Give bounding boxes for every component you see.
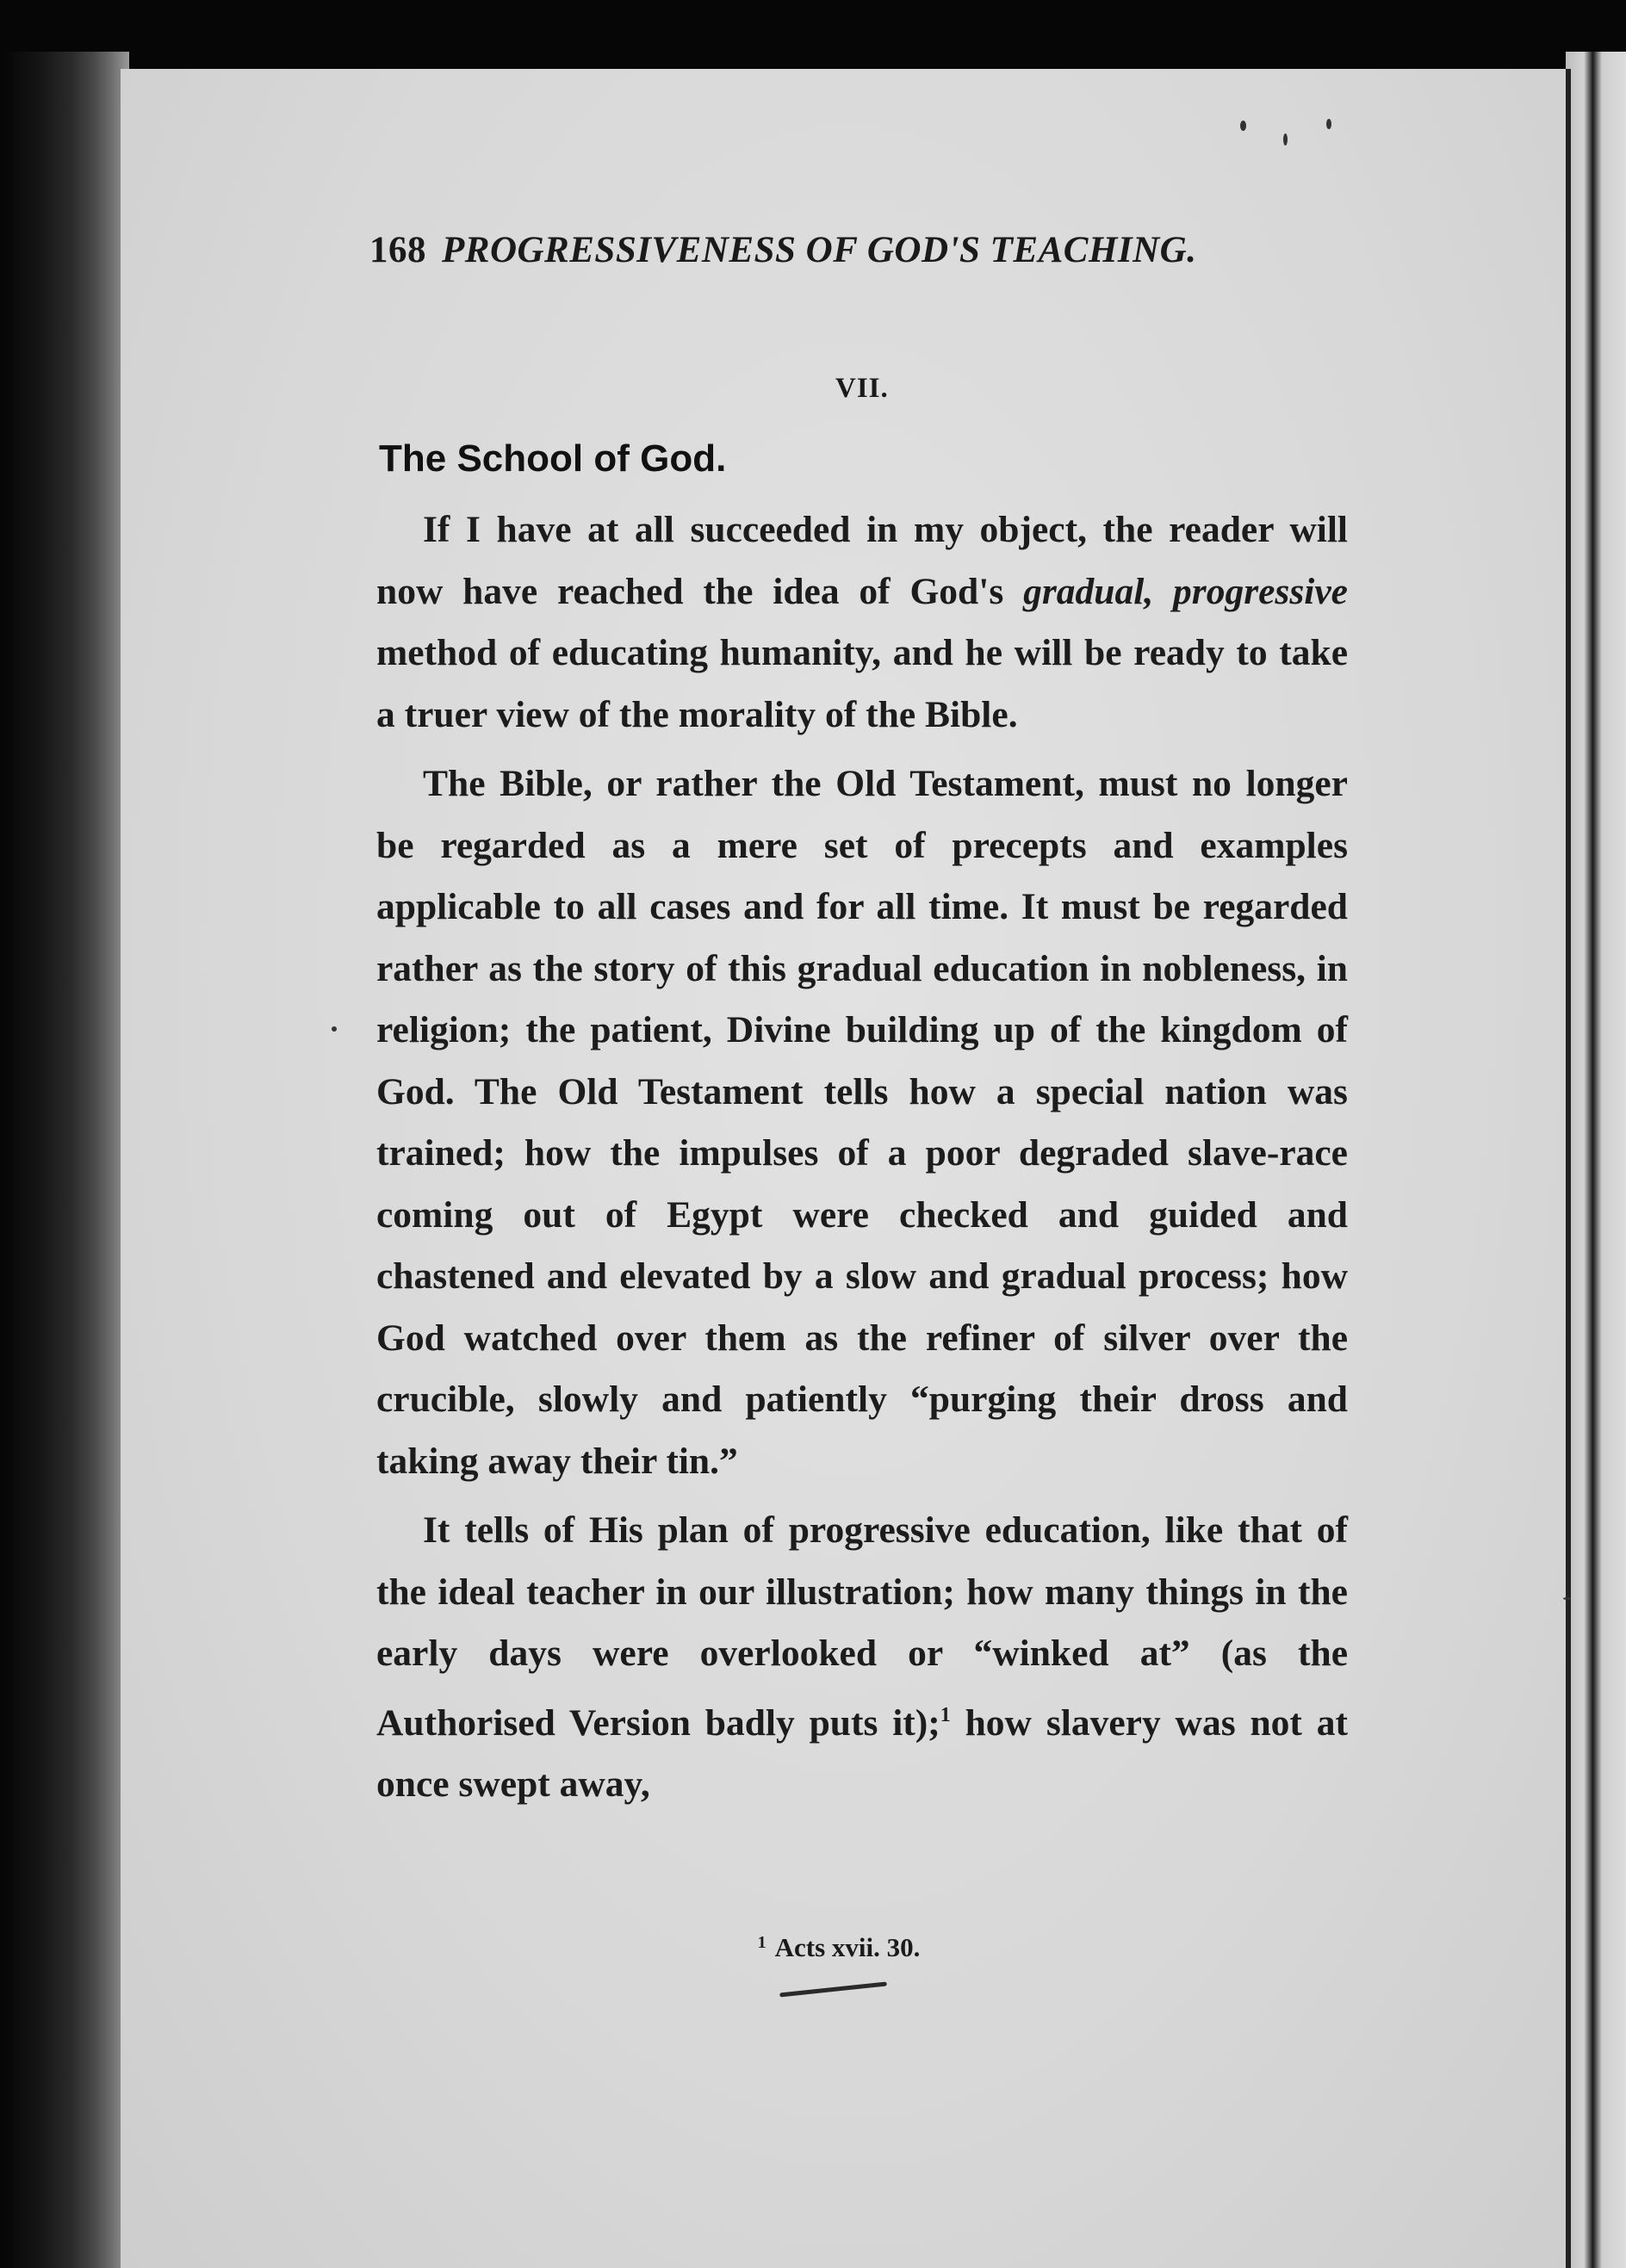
- paragraph-2: The Bible, or rather the Old Testament, must no longer be regarded as a mere set of precepts and examples applicable to all cases and for all time. It must be regarded rather as the story of this gradual education in nobleness, in religion; the patient, Divine building up of the kingdom of God. The Old Testament tells how a special nation was trained; how the impulses of a poor degraded slave-race coming out of Egypt were checked and guided and chastened and elevated by a slow and gradual process; how God watched over them as the refiner of silver over the crucible, slowly and patiently “purging their dross and taking away their tin.”: [376, 763, 1348, 1482]
- paragraph-1-emphasis: gradual, progressive: [1023, 570, 1348, 612]
- paragraph-1-text-b: method of educating humanity, and he will be ready to take a truer view of the morality of the Bible.: [376, 632, 1348, 735]
- paragraph-1-text-a: If I have at all succeeded in my object, the reader will now have reached the idea of God's: [376, 509, 1348, 612]
- footnote-text: Acts xvii. 30.: [774, 1932, 921, 1962]
- page-number: 168: [369, 230, 426, 270]
- body-text: [376, 499, 1348, 1816]
- running-head: [369, 229, 1317, 271]
- footnote-marker: 1: [757, 1933, 766, 1952]
- paragraph-3-text-b: how slavery was not at once swept away,: [376, 1701, 1348, 1805]
- footnote-reference: 1: [940, 1703, 951, 1726]
- scan-speck: [1240, 121, 1246, 131]
- scan-speck: [1283, 133, 1288, 146]
- scan-speck: [332, 1026, 337, 1032]
- paragraph-3: [376, 1500, 1348, 1816]
- scan-speck: [1326, 119, 1331, 129]
- paragraph-1: [376, 499, 1348, 746]
- section-number: VII.: [835, 373, 889, 404]
- paragraph-3-text-a: It tells of His plan of progressive education, like that of the ideal teacher in our illustration; how many things in the early days were overlooked or “winked at” (as the Authorised Version badly puts it);: [376, 1509, 1348, 1744]
- section-title: The School of God.: [379, 437, 727, 480]
- footnote: [0, 1932, 1626, 1963]
- running-head-title: PROGRESSIVENESS OF GOD'S TEACHING.: [442, 230, 1197, 270]
- scan-speck: [1563, 1597, 1571, 1600]
